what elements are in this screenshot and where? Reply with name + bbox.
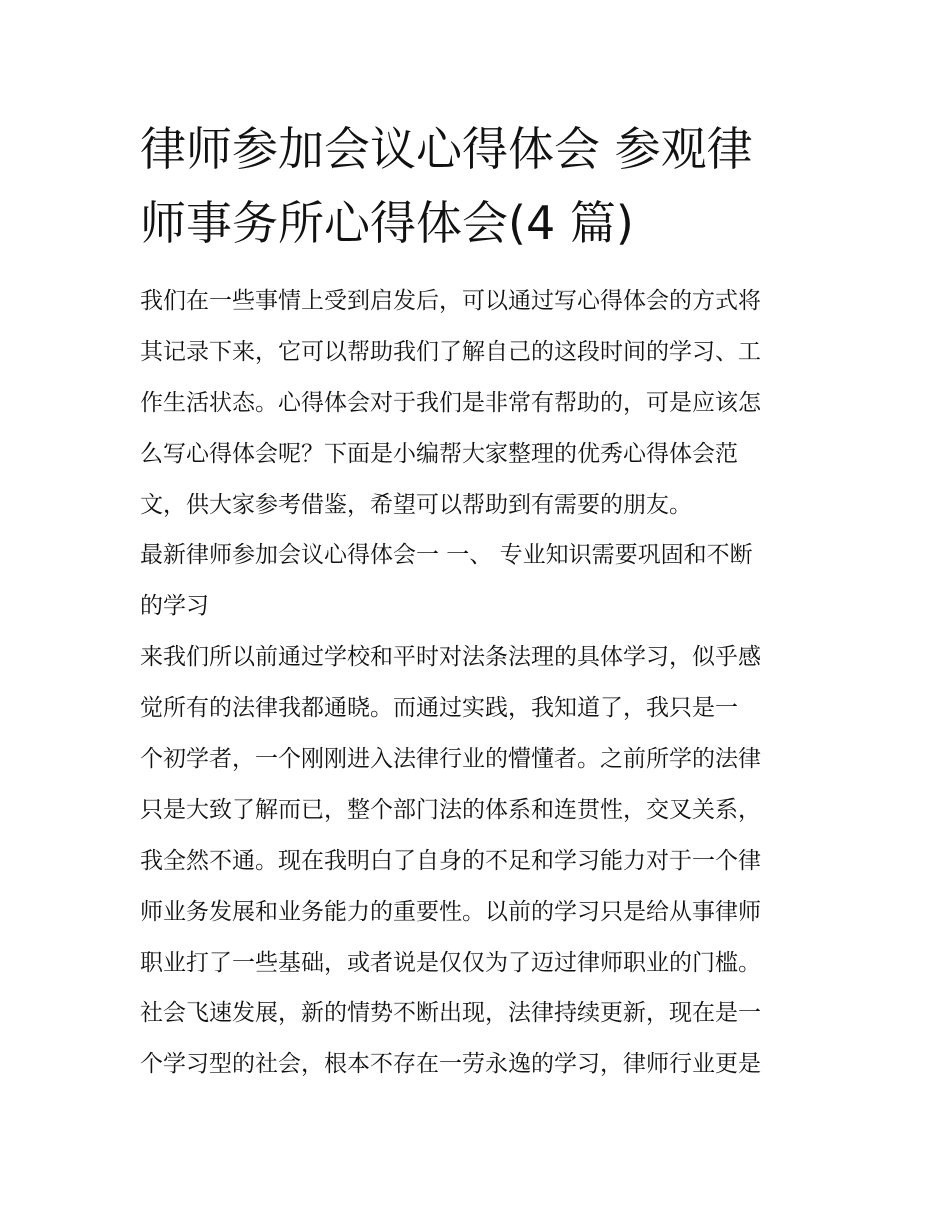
body-line: 职业打了一些基础，或者说是仅仅为了迈过律师职业的门槛。 (140, 949, 761, 976)
body-line: 我全然不通。现在我明白了自身的不足和学习能力对于一个律 (140, 847, 761, 874)
section-heading-line: 的学习 (140, 593, 209, 620)
page-title (140, 112, 830, 260)
body-line: 我们在一些事情上受到启发后，可以通过写心得体会的方式将 (140, 288, 761, 314)
body-line: 个学习型的社会，根本不存在一劳永逸的学习，律师行业更是 (140, 1051, 761, 1078)
body-line: 作生活状态。心得体会对于我们是非常有帮助的，可是应该怎 (140, 389, 761, 416)
title-line-1: 律师参加会议心得体会 参观律 (140, 122, 753, 176)
body-line: 其记录下来，它可以帮助我们了解自己的这段时间的学习、工 (140, 338, 761, 365)
body-line: 文，供大家参考借鉴，希望可以帮助到有需要的朋友。 (140, 491, 692, 518)
body-line: 么写心得体会呢？下面是小编帮大家整理的优秀心得体会范 (140, 440, 738, 467)
body-line: 师业务发展和业务能力的重要性。以前的学习只是给从事律师 (140, 898, 761, 925)
section-heading-line: 最新律师参加会议心得体会一 一、 专业知识需要巩固和不断 (140, 542, 753, 569)
title-line-2: 师事务所心得体会(4 篇) (140, 196, 634, 250)
body-text (140, 276, 830, 1090)
body-line: 个初学者，一个刚刚进入法律行业的懵懂者。之前所学的法律 (140, 746, 761, 773)
body-line: 社会飞速发展，新的情势不断出现，法律持续更新，现在是一 (140, 1000, 761, 1027)
body-line: 来我们所以前通过学校和平时对法条法理的具体学习，似乎感 (140, 644, 761, 671)
body-line: 只是大致了解而已，整个部门法的体系和连贯性，交叉关系， (140, 796, 761, 823)
body-line: 觉所有的法律我都通晓。而通过实践，我知道了，我只是一 (140, 695, 738, 722)
